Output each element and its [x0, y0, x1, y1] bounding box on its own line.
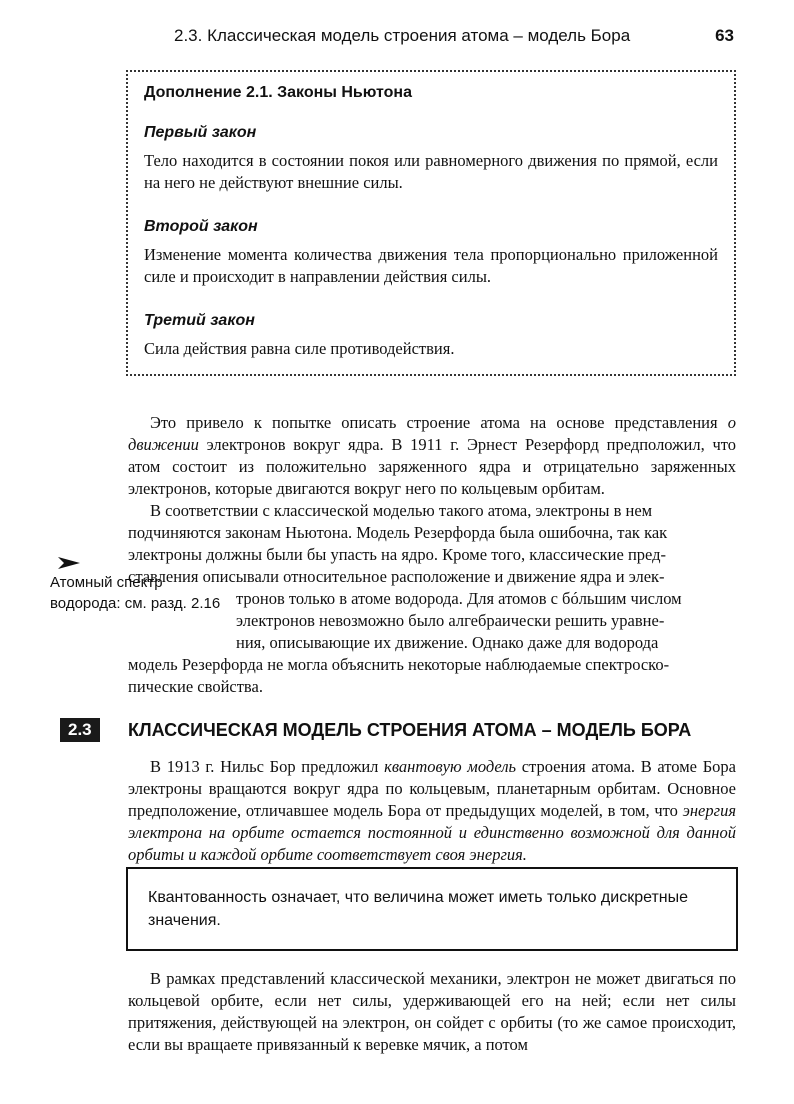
- paragraph-classical-mechanics: [128, 968, 736, 1056]
- margin-arrow-icon: [58, 557, 80, 569]
- paragraph-text: В 1913 г. Нильс Бор предложил: [150, 757, 385, 776]
- paragraph-text: пические свойства.: [128, 677, 263, 696]
- paragraph-text: ния, описывающие их движение. Однако даже для водорода: [236, 633, 659, 652]
- paragraph-classical-model-line7: [236, 632, 736, 654]
- quantization-note-box: [126, 867, 738, 951]
- section-number: 2.3: [60, 718, 100, 742]
- paragraph-text: электронов вокруг ядра. В 1911 г. Эрнест Резерфорд предположил, что атом состоит из положительно заряженного ядра и отрицательно заряженных электронов, которые двигаются вокруг него по кольцевым орбитам.: [128, 435, 736, 498]
- paragraph-classical-model-line9: [128, 676, 736, 698]
- section-title: КЛАССИЧЕСКАЯ МОДЕЛЬ СТРОЕНИЯ АТОМА – МОДЕЛЬ БОРА: [128, 720, 692, 740]
- paragraph-classical-model-line2: [128, 522, 736, 544]
- law-text-second: Изменение момента количества движения тела пропорционально приложенной силе и происходит в направлении действия силы.: [144, 245, 718, 286]
- emphasis: энергия электрона на орбите остается постоянной и единственно возможной для данной орбиты и каждой орбите соответствует своя энергия.: [128, 801, 736, 864]
- paragraph-bohr: [128, 756, 736, 866]
- page-number: 63: [715, 26, 734, 45]
- paragraph-classical-model-line1: [128, 500, 736, 522]
- law-heading-second: Второй закон: [144, 218, 258, 235]
- paragraph-text: Это привело к попытке описать строение атома на основе представления: [150, 413, 728, 432]
- quantization-note: Квантованность означает, что величина может иметь только дискретные значения.: [148, 889, 689, 929]
- paragraph-classical-model-line5: [236, 588, 736, 610]
- paragraph-classical-model-line6: [236, 610, 736, 632]
- paragraph-text: электронов невозможно было алгебраически решить уравне-: [236, 611, 665, 630]
- paragraph-text: подчиняются законам Ньютона. Модель Резерфорда была ошибочна, так как: [128, 523, 668, 542]
- running-head: [126, 26, 736, 50]
- paragraph-text: тронов только в атоме водорода. Для атомов с бóльшим числом: [236, 589, 682, 608]
- sidebar-title: Дополнение 2.1. Законы Ньютона: [144, 84, 412, 101]
- paragraph-text: В рамках представлений классической механики, электрон не может двигаться по кольцевой орбите, если нет силы, удерживающей его на ней; если нет силы притяжения, действующей на электрон, он сойдет с орбиты (то же самое происходит, если вы вращаете привязанный к веревке мячик, а потом: [128, 969, 736, 1054]
- paragraph-text: модель Резерфорда не могла объяснить некоторые наблюдаемые спектроско-: [128, 655, 670, 674]
- paragraph-classical-model-line8: [128, 654, 736, 676]
- paragraph-rutherford: [128, 412, 736, 500]
- law-text-third: Сила действия равна силе противодействия.: [144, 339, 455, 358]
- law-text-first: Тело находится в состоянии покоя или равномерного движения по прямой, если на него не действуют внешние силы.: [144, 151, 718, 192]
- margin-note: Атомный спектр водорода: см. разд. 2.16: [50, 574, 221, 612]
- running-title: 2.3. Классическая модель строения атома – модель Бора: [174, 26, 631, 45]
- section-heading: [60, 718, 740, 746]
- emphasis: квантовую модель: [384, 757, 517, 776]
- emphasis: о движении: [128, 413, 736, 454]
- law-heading-third: Третий закон: [144, 312, 255, 329]
- paragraph-text: ставления описывали относительное расположение и движение ядра и элек-: [128, 567, 665, 586]
- law-heading-first: Первый закон: [144, 124, 257, 141]
- paragraph-text: строения атома. В атоме Бора электроны вращаются вокруг ядра по кольцевым, планетарным орбитам. Основное предположение, отличавшее модель Бора от предыдущих моделей, в том, что: [128, 757, 736, 820]
- paragraph-text: электроны должны были бы упасть на ядро. Кроме того, классические пред-: [128, 545, 667, 564]
- paragraph-text: В соответствии с классической моделью такого атома, электроны в нем: [150, 501, 653, 520]
- newton-laws-sidebar: [126, 70, 736, 376]
- paragraph-classical-model-line3: [128, 544, 736, 566]
